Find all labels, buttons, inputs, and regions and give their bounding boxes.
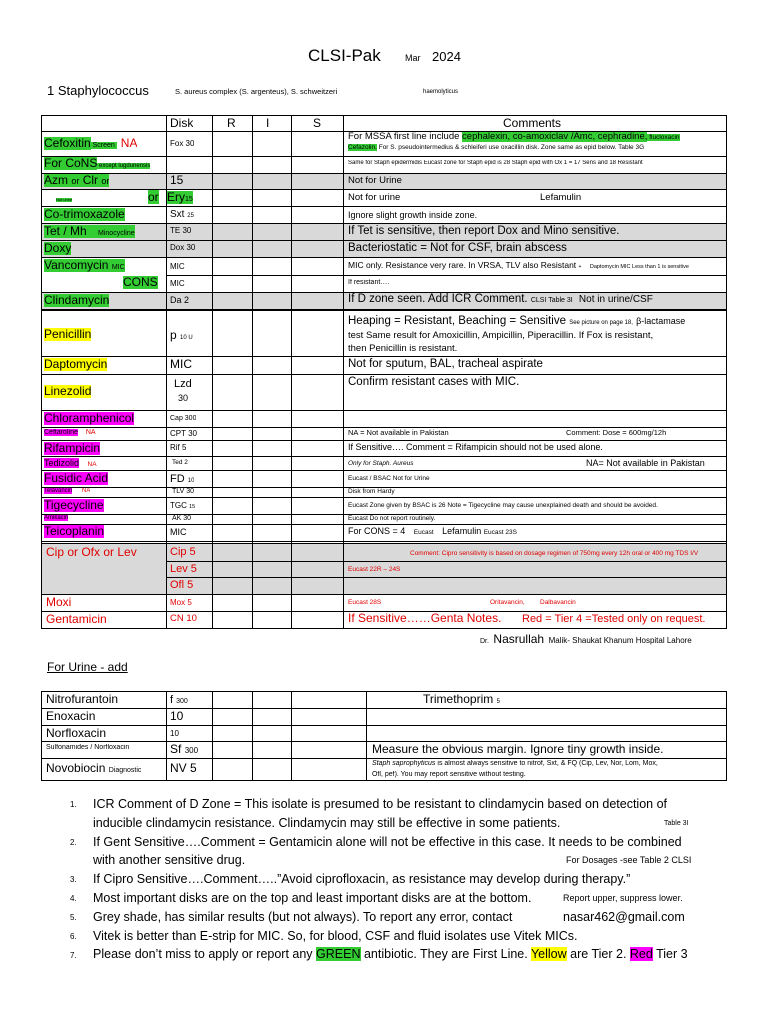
col-header-s: S	[313, 117, 322, 130]
note-num: 4.	[70, 894, 77, 903]
disk-cons-vanco: MIC	[170, 279, 185, 288]
disk-rifampicin: Rif 5	[170, 443, 187, 452]
header-month: Mar	[405, 53, 421, 63]
note-num: 1.	[70, 800, 77, 809]
disk-cotrimoxazole: Sxt 25	[170, 209, 194, 220]
note-text: If Gent Sensitive….Comment = Gentamicin alone will not be effective in this case. It needs to be combined	[93, 835, 682, 849]
comment-ceftaroline-right: Comment: Dose = 600mg/12h	[566, 429, 667, 437]
comment-rifampicin: If Sensitive…. Comment = Rifampicin should not be used alone.	[348, 442, 603, 452]
comment-vancomycin: MIC only. Resistance very rare. In VRSA, TLV also Resistant + Daptomycin MIC Less than 1 is sensitive	[348, 261, 689, 270]
note-num: 3.	[70, 875, 77, 884]
comment-cons-vanco: If resistant….	[348, 279, 390, 286]
drug-azm-clr: Azm or Clr or	[44, 174, 110, 187]
comment-moxi-c: Dalbavancin	[540, 599, 576, 606]
comment-gentamicin: If Sensitive……Genta Notes.	[348, 612, 502, 625]
drug-doxy: Doxy	[44, 242, 72, 255]
disk-teicoplanin: MIC	[170, 527, 187, 537]
urine-comment-sulfonamides: Measure the obvious margin. Ignore tiny growth inside.	[372, 743, 664, 756]
comment-cotrimoxazole: Ignore slight growth inside zone.	[348, 210, 478, 220]
comment-cefoxitin: For MSSA first line include cephalexin, co-amoxiclav /Amc, cephradine, flucloxacin	[348, 132, 680, 142]
signature: Dr. Nasrullah Malik- Shaukat Khanum Hospital Lahore	[480, 632, 692, 646]
note-text: inducible clindamycin resistance. Clindamycin may still be effective in some patients.	[93, 816, 561, 830]
disk-clindamycin: Da 2	[170, 295, 190, 305]
note-text: Vitek is better than E-strip for MIC. So, for blood, CSF and fluid isolates use Vitek MICs.	[93, 929, 578, 943]
col-header-comments: Comments	[503, 117, 562, 130]
note-text: Grey shade, has similar results (but not always). To report any error, contact	[93, 910, 513, 924]
drug-ery-note: Not urine	[56, 198, 73, 202]
comment-daptomycin: Not for sputum, BAL, tracheal aspirate	[348, 358, 543, 370]
urine-heading: For Urine - add	[47, 660, 128, 674]
drug-rifampicin: Rifampicin	[44, 442, 101, 455]
disk-lev: Lev 5	[170, 563, 197, 575]
urine-drug-nitrofurantoin: Nitrofurantoin	[46, 693, 119, 706]
drug-vancomycin: Vancomycin MIC	[44, 259, 125, 272]
disk-moxi: Mox 5	[170, 598, 192, 607]
drug-amikacin: Amikacin	[44, 515, 69, 521]
drug-fusidic-acid: Fusidic Acid	[44, 472, 109, 485]
page-title: CLSI-Pak	[308, 46, 381, 65]
species-extra: haemolyticus	[423, 89, 459, 95]
comment-tedizolid: Only for Staph. Aureus	[348, 460, 414, 467]
disk-daptomycin: MIC	[170, 358, 192, 371]
disk-doxy: Dox 30	[170, 243, 196, 252]
drug-daptomycin: Daptomycin	[44, 358, 108, 371]
drug-linezolid: Linezolid	[44, 385, 92, 398]
urine-disk-sulfonamides: Sf 300	[170, 743, 199, 756]
disk-tigecycline: TGC 15	[170, 501, 196, 510]
urine-drug-norfloxacin: Norfloxacin	[46, 727, 107, 740]
note-ref: Report upper, suppress lower.	[563, 893, 683, 903]
drug-quinolones: Cip or Ofx or Lev	[46, 546, 137, 559]
drug-chloramphenicol: Chloramphenicol	[44, 412, 135, 425]
urine-disk-novobiocin: NV 5	[170, 762, 197, 775]
drug-penicillin: Penicillin	[44, 328, 92, 341]
comment-ery: Not for urine	[348, 193, 401, 203]
urine-comment-novobiocin: Staph saprophyticus is almost always sensitive to nitrof, Sxt, & FQ (Cip, Lev, Nor, Lom, Mox,	[372, 760, 658, 767]
urine-drug-enoxacin: Enoxacin	[46, 710, 96, 723]
comment-cipro: Comment: Cipro sensitivity is based on dosage regimen of 750mg every 12h oral or 400 mg TDS I/V	[410, 550, 699, 557]
drug-ceftaroline: Ceftaroline NA	[44, 429, 96, 436]
disk-azm: 15	[170, 174, 184, 187]
drug-cefoxitin: Cefoxitin Screen NA	[44, 137, 138, 150]
species-list: S. aureus complex (S. argenteus), S. schweitzeri	[175, 87, 338, 96]
disk-ofl: Ofl 5	[170, 579, 194, 591]
comment-penicillin-3: then Penicillin is resistant.	[348, 344, 458, 354]
urine-comment-novobiocin-2: Ofl, pef). You may report sensitive without testing.	[372, 771, 526, 778]
comment-clindamycin: If D zone seen. Add ICR Comment. CLSI Table 3I Not in urine/CSF	[348, 293, 653, 305]
urine-comment-trimethoprim: Trimethoprim 5	[423, 693, 500, 706]
note-text: Please don’t miss to apply or report any GREEN antibiotic. They are First Line. Yellow are Tier 2. Red Tier 3	[93, 947, 688, 961]
disk-chloramphenicol: Cap 300	[170, 415, 197, 422]
comment-penicillin-2: test Same result for Amoxicillin, Ampicillin, Piperacillin. If Fox is resistant,	[348, 331, 654, 341]
comment-doxy: Bacteriostatic = Not for CSF, brain abscess	[348, 242, 567, 254]
note-text: ICR Comment of D Zone = This isolate is presumed to be resistant to clindamycin based on detection of	[93, 797, 668, 811]
note-ref: For Dosages -see Table 2 CLSI	[566, 855, 692, 865]
drug-ery-name: Ery15	[167, 191, 193, 204]
disk-fusidic-acid: FD 10	[170, 473, 195, 485]
disk-penicillin: p 10 U	[170, 329, 193, 342]
comment-cons: Same for Staph epidermidis Eucast zone for Staph epid is 28 Staph epid with Ox 1 = 17 Sens and 18 Resistant	[348, 160, 643, 166]
disk-telavancin: TLV 30	[172, 488, 195, 495]
urine-drug-sulfonamides: Sulfonamides / Norfloxacin	[46, 744, 130, 751]
comment-cefoxitin-2: Cefazolin. For S. pseudointermedius & schleiferi use oxacillin disk. Zone same as epid below. Table 3G	[348, 144, 645, 151]
drug-telavancin: Telavancin NA	[44, 488, 91, 494]
header-year: 2024	[432, 49, 461, 64]
note-num: 6.	[70, 932, 77, 941]
drug-ery: or	[148, 190, 159, 204]
comment-lev: Eucast 22R – 24S	[348, 566, 401, 573]
urine-disk-norfloxacin: 10	[170, 729, 179, 738]
disk-amikacin: AK 30	[172, 515, 192, 522]
drug-cons-vanco: CONS	[123, 276, 158, 289]
drug-tigecycline: Tigecycline	[44, 499, 104, 512]
urine-drug-novobiocin: Novobiocin Diagnostic	[46, 762, 142, 775]
note-text: If Cipro Sensitive….Comment…..”Avoid ciprofloxacin, as resistance may develop during therapy.”	[93, 872, 631, 886]
drug-tet: Tet / Mh Minocycline	[44, 225, 135, 238]
comment-telavancin: Disk from Hardy	[348, 488, 395, 495]
drug-tedizolid: Tedizolid NA	[44, 458, 97, 468]
note-text: Most important disks are on the top and least important disks are at the bottom.	[93, 891, 532, 905]
drug-gentamicin: Gentamicin	[46, 613, 107, 626]
drug-moxi: Moxi	[46, 596, 72, 609]
disk-gentamicin: CN 10	[170, 614, 197, 624]
comment-amikacin: Eucast Do not report routinely.	[348, 515, 436, 522]
note-ref: Table 3I	[664, 820, 689, 827]
comment-ery-right: Lefamulin	[540, 193, 582, 203]
urine-disk-nitrofurantoin: f 300	[170, 694, 188, 706]
disk-tet: TE 30	[170, 226, 192, 235]
comment-tigecycline: Eucast Zone given by BSAC is 26 Note = Tigecycline may cause unexplained death and should be avoided.	[348, 502, 658, 509]
contact-email[interactable]: nasar462@gmail.com	[563, 910, 685, 924]
comment-ceftaroline: NA = Not available in Pakistan	[348, 429, 449, 437]
col-header-r: R	[227, 117, 236, 130]
section-title: 1 Staphylococcus	[47, 83, 149, 98]
disk-cip: Cip 5	[170, 546, 196, 558]
note-num: 5.	[70, 913, 77, 922]
comment-tet: If Tet is sensitive, then report Dox and Mino sensitive.	[348, 225, 620, 237]
note-num: 2.	[70, 838, 77, 847]
col-header-disk: Disk	[170, 117, 194, 130]
comment-azm: Not for Urine	[348, 176, 402, 186]
note-num: 7.	[70, 951, 77, 960]
disk-linezolid-b: 30	[178, 393, 189, 403]
comment-teicoplanin: For CONS = 4 Eucast Lefamulin Eucast 23S	[348, 526, 517, 536]
drug-teicoplanin: Teicoplanin	[44, 525, 105, 538]
comment-linezolid: Confirm resistant cases with MIC.	[348, 376, 520, 388]
col-header-i: I	[266, 117, 270, 130]
comment-moxi: Eucast 28S	[348, 599, 382, 606]
comment-tedizolid-right: NA= Not available in Pakistan	[586, 458, 705, 468]
disk-tedizolid: Ted 2	[172, 459, 188, 466]
comment-penicillin: Heaping = Resistant, Beaching = Sensitive See picture on page 18, β-lactamase	[348, 315, 686, 327]
drug-clindamycin: Clindamycin	[44, 294, 110, 307]
comment-moxi-b: Oritavancin,	[490, 599, 525, 606]
drug-cons: For CoNS except lugdunensis	[44, 157, 151, 170]
disk-linezolid: Lzd	[174, 378, 192, 390]
urine-disk-enoxacin: 10	[170, 710, 184, 723]
disk-vancomycin: MIC	[170, 262, 185, 271]
drug-cotrimoxazole: Co-trimoxazole	[44, 208, 125, 221]
disk-ceftaroline: CPT 30	[170, 429, 197, 438]
note-text: with another sensitive drug.	[93, 853, 246, 867]
comment-gentamicin-b: Red = Tier 4 =Tested only on request.	[522, 613, 706, 625]
disk-cefoxitin: Fox 30	[170, 139, 195, 148]
comment-fusidic-acid: Eucast / BSAC Not for Urine	[348, 475, 430, 482]
